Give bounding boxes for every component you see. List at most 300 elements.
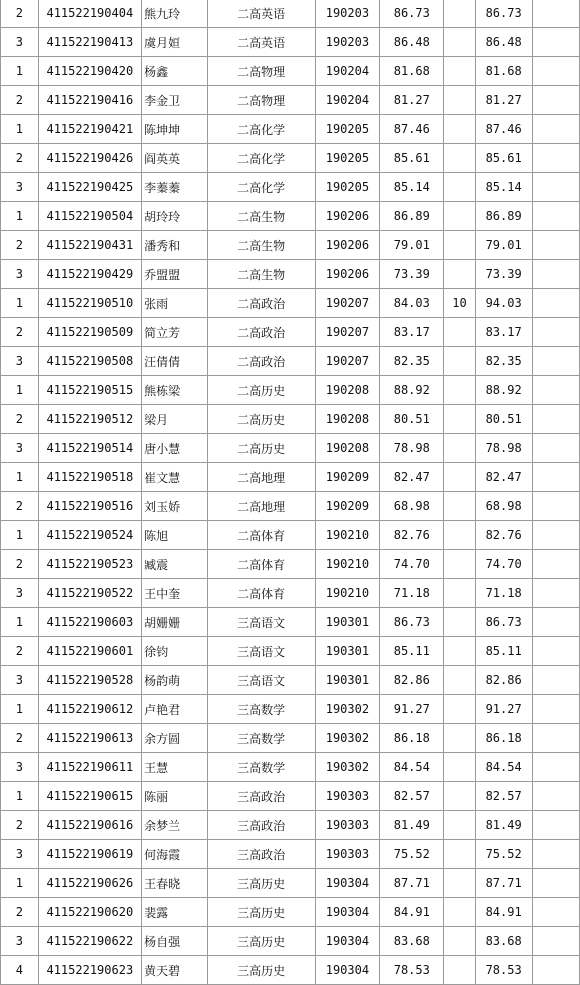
table-row <box>1 318 580 347</box>
subject-cell: 三高政治 <box>207 811 315 840</box>
table-row <box>1 144 580 173</box>
empty-cell <box>532 608 579 637</box>
rank-cell: 4 <box>1 956 39 985</box>
subject-cell: 三高历史 <box>207 927 315 956</box>
table-row <box>1 840 580 869</box>
bonus-cell <box>444 0 475 28</box>
rank-cell: 3 <box>1 666 39 695</box>
name-cell: 虞月姮 <box>142 28 208 57</box>
name-cell: 崔文慧 <box>142 463 208 492</box>
total-cell: 84.54 <box>475 753 532 782</box>
name-cell: 唐小慧 <box>142 434 208 463</box>
bonus-cell <box>444 637 475 666</box>
table-row <box>1 579 580 608</box>
candidate-id-cell: 411522190522 <box>38 579 141 608</box>
position-code-cell: 190210 <box>315 550 380 579</box>
candidate-id-cell: 411522190510 <box>38 289 141 318</box>
empty-cell <box>532 144 579 173</box>
rank-cell: 2 <box>1 550 39 579</box>
table-row <box>1 405 580 434</box>
table-row <box>1 231 580 260</box>
position-code-cell: 190207 <box>315 347 380 376</box>
candidate-id-cell: 411522190619 <box>38 840 141 869</box>
subject-cell: 三高数学 <box>207 753 315 782</box>
position-code-cell: 190209 <box>315 492 380 521</box>
score-cell: 78.53 <box>380 956 444 985</box>
rank-cell: 1 <box>1 782 39 811</box>
name-cell: 徐钧 <box>142 637 208 666</box>
subject-cell: 三高语文 <box>207 608 315 637</box>
total-cell: 82.47 <box>475 463 532 492</box>
name-cell: 黄天碧 <box>142 956 208 985</box>
name-cell: 梁月 <box>142 405 208 434</box>
candidate-id-cell: 411522190615 <box>38 782 141 811</box>
rank-cell: 2 <box>1 86 39 115</box>
empty-cell <box>532 898 579 927</box>
bonus-cell <box>444 463 475 492</box>
rank-cell: 1 <box>1 202 39 231</box>
name-cell: 胡姗姗 <box>142 608 208 637</box>
position-code-cell: 190302 <box>315 695 380 724</box>
bonus-cell <box>444 753 475 782</box>
table-row <box>1 376 580 405</box>
bonus-cell <box>444 927 475 956</box>
table-row <box>1 956 580 985</box>
empty-cell <box>532 579 579 608</box>
name-cell: 熊栋梁 <box>142 376 208 405</box>
table-row <box>1 782 580 811</box>
name-cell: 陈坤坤 <box>142 115 208 144</box>
empty-cell <box>532 260 579 289</box>
table-row <box>1 898 580 927</box>
bonus-cell <box>444 956 475 985</box>
position-code-cell: 190207 <box>315 289 380 318</box>
name-cell: 杨自强 <box>142 927 208 956</box>
score-cell: 85.61 <box>380 144 444 173</box>
rank-cell: 2 <box>1 405 39 434</box>
rank-cell: 3 <box>1 927 39 956</box>
score-cell: 81.49 <box>380 811 444 840</box>
empty-cell <box>532 811 579 840</box>
position-code-cell: 190301 <box>315 666 380 695</box>
empty-cell <box>532 724 579 753</box>
subject-cell: 二高历史 <box>207 376 315 405</box>
subject-cell: 二高地理 <box>207 492 315 521</box>
table-row <box>1 724 580 753</box>
subject-cell: 二高化学 <box>207 115 315 144</box>
rank-cell: 2 <box>1 492 39 521</box>
candidate-id-cell: 411522190504 <box>38 202 141 231</box>
score-cell: 86.18 <box>380 724 444 753</box>
score-cell: 91.27 <box>380 695 444 724</box>
subject-cell: 二高政治 <box>207 318 315 347</box>
position-code-cell: 190205 <box>315 144 380 173</box>
candidate-id-cell: 411522190509 <box>38 318 141 347</box>
bonus-cell <box>444 608 475 637</box>
total-cell: 81.27 <box>475 86 532 115</box>
total-cell: 83.68 <box>475 927 532 956</box>
table-row <box>1 347 580 376</box>
score-cell: 80.51 <box>380 405 444 434</box>
bonus-cell <box>444 318 475 347</box>
empty-cell <box>532 376 579 405</box>
name-cell: 臧震 <box>142 550 208 579</box>
bonus-cell <box>444 811 475 840</box>
name-cell: 杨韵萌 <box>142 666 208 695</box>
rank-cell: 3 <box>1 347 39 376</box>
rank-cell: 2 <box>1 144 39 173</box>
total-cell: 91.27 <box>475 695 532 724</box>
total-cell: 79.01 <box>475 231 532 260</box>
score-cell: 71.18 <box>380 579 444 608</box>
subject-cell: 三高语文 <box>207 637 315 666</box>
position-code-cell: 190302 <box>315 724 380 753</box>
name-cell: 王春晓 <box>142 869 208 898</box>
candidate-id-cell: 411522190426 <box>38 144 141 173</box>
bonus-cell <box>444 724 475 753</box>
bonus-cell <box>444 550 475 579</box>
subject-cell: 二高地理 <box>207 463 315 492</box>
position-code-cell: 190206 <box>315 202 380 231</box>
candidate-id-cell: 411522190623 <box>38 956 141 985</box>
candidate-id-cell: 411522190626 <box>38 869 141 898</box>
empty-cell <box>532 289 579 318</box>
name-cell: 汪倩倩 <box>142 347 208 376</box>
table-row <box>1 173 580 202</box>
subject-cell: 二高体育 <box>207 550 315 579</box>
name-cell: 乔盟盟 <box>142 260 208 289</box>
score-cell: 73.39 <box>380 260 444 289</box>
total-cell: 78.98 <box>475 434 532 463</box>
bonus-cell <box>444 492 475 521</box>
rank-cell: 1 <box>1 115 39 144</box>
candidate-id-cell: 411522190512 <box>38 405 141 434</box>
table-row <box>1 811 580 840</box>
empty-cell <box>532 231 579 260</box>
empty-cell <box>532 666 579 695</box>
position-code-cell: 190301 <box>315 637 380 666</box>
bonus-cell <box>444 666 475 695</box>
total-cell: 82.35 <box>475 347 532 376</box>
score-cell: 84.54 <box>380 753 444 782</box>
empty-cell <box>532 550 579 579</box>
position-code-cell: 190209 <box>315 463 380 492</box>
candidate-id-cell: 411522190514 <box>38 434 141 463</box>
position-code-cell: 190204 <box>315 57 380 86</box>
score-cell: 83.68 <box>380 927 444 956</box>
score-cell: 81.68 <box>380 57 444 86</box>
candidate-id-cell: 411522190524 <box>38 521 141 550</box>
position-code-cell: 190210 <box>315 579 380 608</box>
position-code-cell: 190206 <box>315 231 380 260</box>
name-cell: 王慧 <box>142 753 208 782</box>
candidate-id-cell: 411522190416 <box>38 86 141 115</box>
total-cell: 73.39 <box>475 260 532 289</box>
subject-cell: 二高体育 <box>207 521 315 550</box>
total-cell: 82.76 <box>475 521 532 550</box>
position-code-cell: 190210 <box>315 521 380 550</box>
table-row <box>1 86 580 115</box>
empty-cell <box>532 57 579 86</box>
subject-cell: 三高数学 <box>207 695 315 724</box>
score-cell: 86.89 <box>380 202 444 231</box>
subject-cell: 二高历史 <box>207 405 315 434</box>
total-cell: 86.48 <box>475 28 532 57</box>
candidate-id-cell: 411522190622 <box>38 927 141 956</box>
bonus-cell <box>444 521 475 550</box>
total-cell: 85.14 <box>475 173 532 202</box>
total-cell: 74.70 <box>475 550 532 579</box>
rank-cell: 3 <box>1 840 39 869</box>
total-cell: 78.53 <box>475 956 532 985</box>
bonus-cell <box>444 695 475 724</box>
name-cell: 熊九玲 <box>142 0 208 28</box>
rank-cell: 1 <box>1 695 39 724</box>
position-code-cell: 190203 <box>315 0 380 28</box>
empty-cell <box>532 86 579 115</box>
bonus-cell <box>444 869 475 898</box>
name-cell: 阎英英 <box>142 144 208 173</box>
subject-cell: 二高物理 <box>207 57 315 86</box>
subject-cell: 三高数学 <box>207 724 315 753</box>
score-cell: 68.98 <box>380 492 444 521</box>
subject-cell: 二高物理 <box>207 86 315 115</box>
candidate-id-cell: 411522190431 <box>38 231 141 260</box>
bonus-cell <box>444 898 475 927</box>
empty-cell <box>532 434 579 463</box>
rank-cell: 3 <box>1 753 39 782</box>
table-row <box>1 202 580 231</box>
bonus-cell <box>444 57 475 86</box>
name-cell: 裴露 <box>142 898 208 927</box>
total-cell: 81.49 <box>475 811 532 840</box>
position-code-cell: 190303 <box>315 811 380 840</box>
candidate-id-cell: 411522190528 <box>38 666 141 695</box>
subject-cell: 三高政治 <box>207 782 315 811</box>
subject-cell: 三高历史 <box>207 898 315 927</box>
rank-cell: 2 <box>1 231 39 260</box>
bonus-cell <box>444 376 475 405</box>
bonus-cell <box>444 28 475 57</box>
score-cell: 85.11 <box>380 637 444 666</box>
score-cell: 87.71 <box>380 869 444 898</box>
rank-cell: 1 <box>1 289 39 318</box>
name-cell: 陈旭 <box>142 521 208 550</box>
score-cell: 84.03 <box>380 289 444 318</box>
name-cell: 王中奎 <box>142 579 208 608</box>
subject-cell: 二高英语 <box>207 28 315 57</box>
rank-cell: 1 <box>1 376 39 405</box>
bonus-cell <box>444 231 475 260</box>
bonus-cell <box>444 434 475 463</box>
table-row <box>1 695 580 724</box>
bonus-cell <box>444 144 475 173</box>
bonus-cell: 10 <box>444 289 475 318</box>
subject-cell: 二高英语 <box>207 0 315 28</box>
total-cell: 80.51 <box>475 405 532 434</box>
candidate-id-cell: 411522190413 <box>38 28 141 57</box>
position-code-cell: 190208 <box>315 405 380 434</box>
bonus-cell <box>444 86 475 115</box>
table-row <box>1 608 580 637</box>
candidate-id-cell: 411522190508 <box>38 347 141 376</box>
candidate-id-cell: 411522190429 <box>38 260 141 289</box>
total-cell: 82.57 <box>475 782 532 811</box>
table-row <box>1 869 580 898</box>
position-code-cell: 190205 <box>315 173 380 202</box>
table-row <box>1 666 580 695</box>
position-code-cell: 190303 <box>315 782 380 811</box>
score-cell: 79.01 <box>380 231 444 260</box>
total-cell: 68.98 <box>475 492 532 521</box>
empty-cell <box>532 521 579 550</box>
subject-cell: 二高化学 <box>207 173 315 202</box>
table-row <box>1 434 580 463</box>
subject-cell: 三高政治 <box>207 840 315 869</box>
position-code-cell: 190304 <box>315 956 380 985</box>
candidate-id-cell: 411522190516 <box>38 492 141 521</box>
subject-cell: 二高政治 <box>207 347 315 376</box>
position-code-cell: 190208 <box>315 376 380 405</box>
name-cell: 杨鑫 <box>142 57 208 86</box>
rank-cell: 2 <box>1 898 39 927</box>
score-cell: 86.73 <box>380 0 444 28</box>
total-cell: 71.18 <box>475 579 532 608</box>
total-cell: 94.03 <box>475 289 532 318</box>
subject-cell: 二高历史 <box>207 434 315 463</box>
table-row <box>1 463 580 492</box>
candidate-id-cell: 411522190425 <box>38 173 141 202</box>
rank-cell: 2 <box>1 637 39 666</box>
empty-cell <box>532 956 579 985</box>
total-cell: 86.73 <box>475 0 532 28</box>
candidate-id-cell: 411522190620 <box>38 898 141 927</box>
subject-cell: 二高生物 <box>207 231 315 260</box>
table-row <box>1 57 580 86</box>
rank-cell: 2 <box>1 811 39 840</box>
position-code-cell: 190203 <box>315 28 380 57</box>
empty-cell <box>532 637 579 666</box>
empty-cell <box>532 753 579 782</box>
candidate-id-cell: 411522190613 <box>38 724 141 753</box>
position-code-cell: 190302 <box>315 753 380 782</box>
rank-cell: 1 <box>1 608 39 637</box>
score-cell: 82.47 <box>380 463 444 492</box>
score-cell: 78.98 <box>380 434 444 463</box>
empty-cell <box>532 869 579 898</box>
subject-cell: 三高语文 <box>207 666 315 695</box>
score-cell: 83.17 <box>380 318 444 347</box>
candidate-id-cell: 411522190601 <box>38 637 141 666</box>
score-cell: 82.57 <box>380 782 444 811</box>
empty-cell <box>532 0 579 28</box>
empty-cell <box>532 347 579 376</box>
rank-cell: 3 <box>1 173 39 202</box>
candidate-id-cell: 411522190515 <box>38 376 141 405</box>
rank-cell: 1 <box>1 869 39 898</box>
total-cell: 75.52 <box>475 840 532 869</box>
candidate-id-cell: 411522190518 <box>38 463 141 492</box>
empty-cell <box>532 840 579 869</box>
rank-cell: 1 <box>1 521 39 550</box>
empty-cell <box>532 405 579 434</box>
score-cell: 74.70 <box>380 550 444 579</box>
name-cell: 李金卫 <box>142 86 208 115</box>
empty-cell <box>532 927 579 956</box>
score-cell: 75.52 <box>380 840 444 869</box>
candidate-id-cell: 411522190420 <box>38 57 141 86</box>
position-code-cell: 190304 <box>315 898 380 927</box>
table-row <box>1 115 580 144</box>
total-cell: 82.86 <box>475 666 532 695</box>
position-code-cell: 190303 <box>315 840 380 869</box>
score-cell: 82.76 <box>380 521 444 550</box>
empty-cell <box>532 695 579 724</box>
score-cell: 86.73 <box>380 608 444 637</box>
empty-cell <box>532 173 579 202</box>
rank-cell: 1 <box>1 57 39 86</box>
score-table-body <box>1 0 580 985</box>
name-cell: 何海霞 <box>142 840 208 869</box>
table-row <box>1 521 580 550</box>
total-cell: 86.89 <box>475 202 532 231</box>
score-cell: 85.14 <box>380 173 444 202</box>
table-row <box>1 637 580 666</box>
total-cell: 88.92 <box>475 376 532 405</box>
table-row <box>1 927 580 956</box>
position-code-cell: 190304 <box>315 869 380 898</box>
total-cell: 85.61 <box>475 144 532 173</box>
table-row <box>1 28 580 57</box>
subject-cell: 二高体育 <box>207 579 315 608</box>
name-cell: 余方圆 <box>142 724 208 753</box>
total-cell: 87.71 <box>475 869 532 898</box>
table-row <box>1 260 580 289</box>
candidate-id-cell: 411522190421 <box>38 115 141 144</box>
score-cell: 86.48 <box>380 28 444 57</box>
bonus-cell <box>444 579 475 608</box>
table-row <box>1 753 580 782</box>
empty-cell <box>532 492 579 521</box>
total-cell: 86.18 <box>475 724 532 753</box>
empty-cell <box>532 463 579 492</box>
total-cell: 86.73 <box>475 608 532 637</box>
rank-cell: 3 <box>1 579 39 608</box>
position-code-cell: 190206 <box>315 260 380 289</box>
name-cell: 卢艳君 <box>142 695 208 724</box>
candidate-id-cell: 411522190611 <box>38 753 141 782</box>
table-row <box>1 289 580 318</box>
rank-cell: 3 <box>1 28 39 57</box>
table-row <box>1 550 580 579</box>
bonus-cell <box>444 173 475 202</box>
score-cell: 84.91 <box>380 898 444 927</box>
name-cell: 胡玲玲 <box>142 202 208 231</box>
position-code-cell: 190204 <box>315 86 380 115</box>
subject-cell: 二高政治 <box>207 289 315 318</box>
total-cell: 85.11 <box>475 637 532 666</box>
name-cell: 余梦兰 <box>142 811 208 840</box>
bonus-cell <box>444 260 475 289</box>
score-cell: 82.35 <box>380 347 444 376</box>
bonus-cell <box>444 347 475 376</box>
empty-cell <box>532 202 579 231</box>
bonus-cell <box>444 782 475 811</box>
position-code-cell: 190208 <box>315 434 380 463</box>
position-code-cell: 190205 <box>315 115 380 144</box>
score-cell: 82.86 <box>380 666 444 695</box>
bonus-cell <box>444 405 475 434</box>
